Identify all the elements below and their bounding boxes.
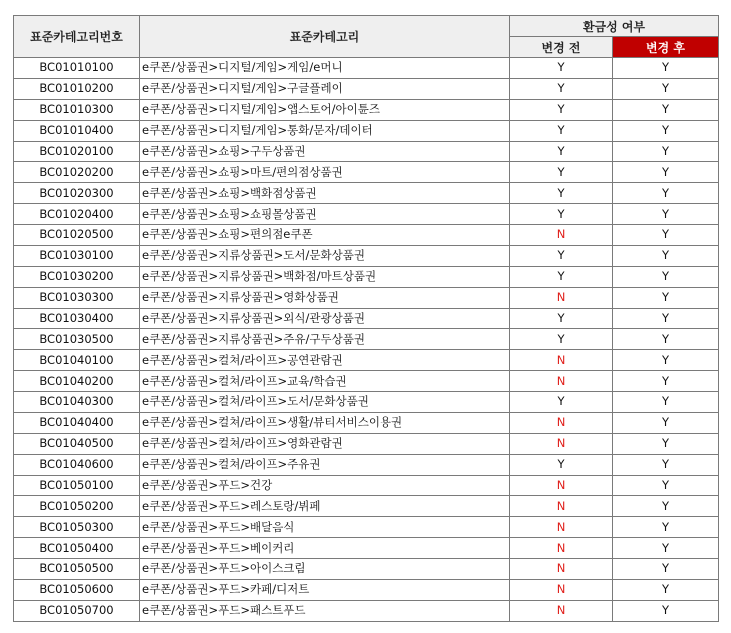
before-flag-cell: N — [510, 371, 613, 392]
after-flag-cell: Y — [613, 392, 719, 413]
before-flag-cell: Y — [510, 266, 613, 287]
before-flag-cell: Y — [510, 392, 613, 413]
code-cell: BC01040300 — [14, 392, 140, 413]
table-row — [14, 350, 719, 371]
before-flag-cell: Y — [510, 308, 613, 329]
category-cell: e쿠폰/상품권>푸드>베이커리 — [140, 538, 510, 559]
before-flag-cell: N — [510, 517, 613, 538]
category-cell: e쿠폰/상품권>지류상품권>도서/문화상품권 — [140, 245, 510, 266]
table-row — [14, 162, 719, 183]
category-cell: e쿠폰/상품권>지류상품권>백화점/마트상품권 — [140, 266, 510, 287]
header-category: 표준카테고리 — [140, 16, 510, 58]
before-flag-cell: Y — [510, 141, 613, 162]
table-row — [14, 204, 719, 225]
code-cell: BC01010100 — [14, 58, 140, 79]
code-cell: BC01040100 — [14, 350, 140, 371]
code-cell: BC01010400 — [14, 120, 140, 141]
table-row — [14, 475, 719, 496]
category-cell: e쿠폰/상품권>지류상품권>외식/관광상품권 — [140, 308, 510, 329]
before-flag-cell: Y — [510, 329, 613, 350]
code-cell: BC01010300 — [14, 99, 140, 120]
category-cell: e쿠폰/상품권>디지털/게임>게임/e머니 — [140, 58, 510, 79]
after-flag-cell: Y — [613, 58, 719, 79]
table-row — [14, 329, 719, 350]
before-flag-cell: N — [510, 287, 613, 308]
code-cell: BC01050700 — [14, 600, 140, 621]
code-cell: BC01050500 — [14, 559, 140, 580]
before-flag-cell: Y — [510, 162, 613, 183]
table-header — [14, 16, 719, 58]
code-cell: BC01040400 — [14, 412, 140, 433]
table-row — [14, 496, 719, 517]
code-cell: BC01020100 — [14, 141, 140, 162]
table-row — [14, 225, 719, 246]
before-flag-cell: Y — [510, 58, 613, 79]
after-flag-cell: Y — [613, 496, 719, 517]
code-cell: BC01050400 — [14, 538, 140, 559]
before-flag-cell: Y — [510, 183, 613, 204]
category-cell: e쿠폰/상품권>컬쳐/라이프>주유권 — [140, 454, 510, 475]
category-table-container — [13, 15, 719, 622]
after-flag-cell: Y — [613, 120, 719, 141]
header-refund: 환금성 여부 — [510, 16, 719, 37]
code-cell: BC01050600 — [14, 579, 140, 600]
table-row — [14, 392, 719, 413]
table-row — [14, 538, 719, 559]
table-row — [14, 454, 719, 475]
category-cell: e쿠폰/상품권>디지털/게임>앱스토어/아이튠즈 — [140, 99, 510, 120]
table-row — [14, 183, 719, 204]
code-cell: BC01020300 — [14, 183, 140, 204]
after-flag-cell: Y — [613, 350, 719, 371]
code-cell: BC01030500 — [14, 329, 140, 350]
code-cell: BC01040200 — [14, 371, 140, 392]
table-body — [14, 58, 719, 622]
table-row — [14, 58, 719, 79]
table-row — [14, 308, 719, 329]
after-flag-cell: Y — [613, 183, 719, 204]
code-cell: BC01030200 — [14, 266, 140, 287]
code-cell: BC01030300 — [14, 287, 140, 308]
before-flag-cell: N — [510, 496, 613, 517]
table-row — [14, 412, 719, 433]
category-cell: e쿠폰/상품권>쇼핑>구두상품권 — [140, 141, 510, 162]
after-flag-cell: Y — [613, 579, 719, 600]
table-row — [14, 245, 719, 266]
category-cell: e쿠폰/상품권>컬쳐/라이프>도서/문화상품권 — [140, 392, 510, 413]
code-cell: BC01020200 — [14, 162, 140, 183]
before-flag-cell: N — [510, 600, 613, 621]
before-flag-cell: N — [510, 579, 613, 600]
code-cell: BC01010200 — [14, 78, 140, 99]
code-cell: BC01020500 — [14, 225, 140, 246]
category-cell: e쿠폰/상품권>디지털/게임>구글플레이 — [140, 78, 510, 99]
after-flag-cell: Y — [613, 371, 719, 392]
header-before: 변경 전 — [510, 37, 613, 58]
code-cell: BC01050300 — [14, 517, 140, 538]
code-cell: BC01050100 — [14, 475, 140, 496]
table-row — [14, 433, 719, 454]
table-row — [14, 99, 719, 120]
table-row — [14, 266, 719, 287]
code-cell: BC01030100 — [14, 245, 140, 266]
category-cell: e쿠폰/상품권>푸드>레스토랑/뷔페 — [140, 496, 510, 517]
before-flag-cell: N — [510, 475, 613, 496]
category-cell: e쿠폰/상품권>지류상품권>주유/구두상품권 — [140, 329, 510, 350]
table-row — [14, 600, 719, 621]
after-flag-cell: Y — [613, 475, 719, 496]
before-flag-cell: Y — [510, 204, 613, 225]
table-row — [14, 579, 719, 600]
before-flag-cell: Y — [510, 99, 613, 120]
header-code: 표준카테고리번호 — [14, 16, 140, 58]
after-flag-cell: Y — [613, 287, 719, 308]
category-table — [13, 15, 719, 622]
table-row — [14, 559, 719, 580]
code-cell: BC01040600 — [14, 454, 140, 475]
category-cell: e쿠폰/상품권>쇼핑>마트/편의점상품권 — [140, 162, 510, 183]
before-flag-cell: N — [510, 433, 613, 454]
table-row — [14, 371, 719, 392]
after-flag-cell: Y — [613, 162, 719, 183]
after-flag-cell: Y — [613, 141, 719, 162]
table-row — [14, 120, 719, 141]
category-cell: e쿠폰/상품권>컬쳐/라이프>공연관람권 — [140, 350, 510, 371]
category-cell: e쿠폰/상품권>푸드>건강 — [140, 475, 510, 496]
after-flag-cell: Y — [613, 204, 719, 225]
before-flag-cell: N — [510, 350, 613, 371]
table-row — [14, 287, 719, 308]
after-flag-cell: Y — [613, 559, 719, 580]
after-flag-cell: Y — [613, 245, 719, 266]
code-cell: BC01040500 — [14, 433, 140, 454]
after-flag-cell: Y — [613, 600, 719, 621]
after-flag-cell: Y — [613, 538, 719, 559]
category-cell: e쿠폰/상품권>컬쳐/라이프>영화관람권 — [140, 433, 510, 454]
category-cell: e쿠폰/상품권>컬쳐/라이프>교육/학습권 — [140, 371, 510, 392]
code-cell: BC01050200 — [14, 496, 140, 517]
after-flag-cell: Y — [613, 517, 719, 538]
after-flag-cell: Y — [613, 329, 719, 350]
table-row — [14, 517, 719, 538]
after-flag-cell: Y — [613, 412, 719, 433]
after-flag-cell: Y — [613, 308, 719, 329]
before-flag-cell: N — [510, 225, 613, 246]
before-flag-cell: N — [510, 559, 613, 580]
after-flag-cell: Y — [613, 433, 719, 454]
category-cell: e쿠폰/상품권>쇼핑>편의점e쿠폰 — [140, 225, 510, 246]
after-flag-cell: Y — [613, 454, 719, 475]
table-row — [14, 141, 719, 162]
code-cell: BC01030400 — [14, 308, 140, 329]
category-cell: e쿠폰/상품권>푸드>배달음식 — [140, 517, 510, 538]
category-cell: e쿠폰/상품권>푸드>패스트푸드 — [140, 600, 510, 621]
category-cell: e쿠폰/상품권>지류상품권>영화상품권 — [140, 287, 510, 308]
after-flag-cell: Y — [613, 78, 719, 99]
after-flag-cell: Y — [613, 266, 719, 287]
category-cell: e쿠폰/상품권>푸드>아이스크림 — [140, 559, 510, 580]
category-cell: e쿠폰/상품권>푸드>카페/디저트 — [140, 579, 510, 600]
after-flag-cell: Y — [613, 99, 719, 120]
category-cell: e쿠폰/상품권>디지털/게임>통화/문자/데이터 — [140, 120, 510, 141]
before-flag-cell: Y — [510, 78, 613, 99]
table-row — [14, 78, 719, 99]
category-cell: e쿠폰/상품권>컬쳐/라이프>생활/뷰티서비스이용권 — [140, 412, 510, 433]
category-cell: e쿠폰/상품권>쇼핑>백화점상품권 — [140, 183, 510, 204]
category-cell: e쿠폰/상품권>쇼핑>쇼핑몰상품권 — [140, 204, 510, 225]
after-flag-cell: Y — [613, 225, 719, 246]
before-flag-cell: N — [510, 412, 613, 433]
before-flag-cell: Y — [510, 120, 613, 141]
before-flag-cell: Y — [510, 245, 613, 266]
before-flag-cell: Y — [510, 454, 613, 475]
header-after: 변경 후 — [613, 37, 719, 58]
code-cell: BC01020400 — [14, 204, 140, 225]
before-flag-cell: N — [510, 538, 613, 559]
